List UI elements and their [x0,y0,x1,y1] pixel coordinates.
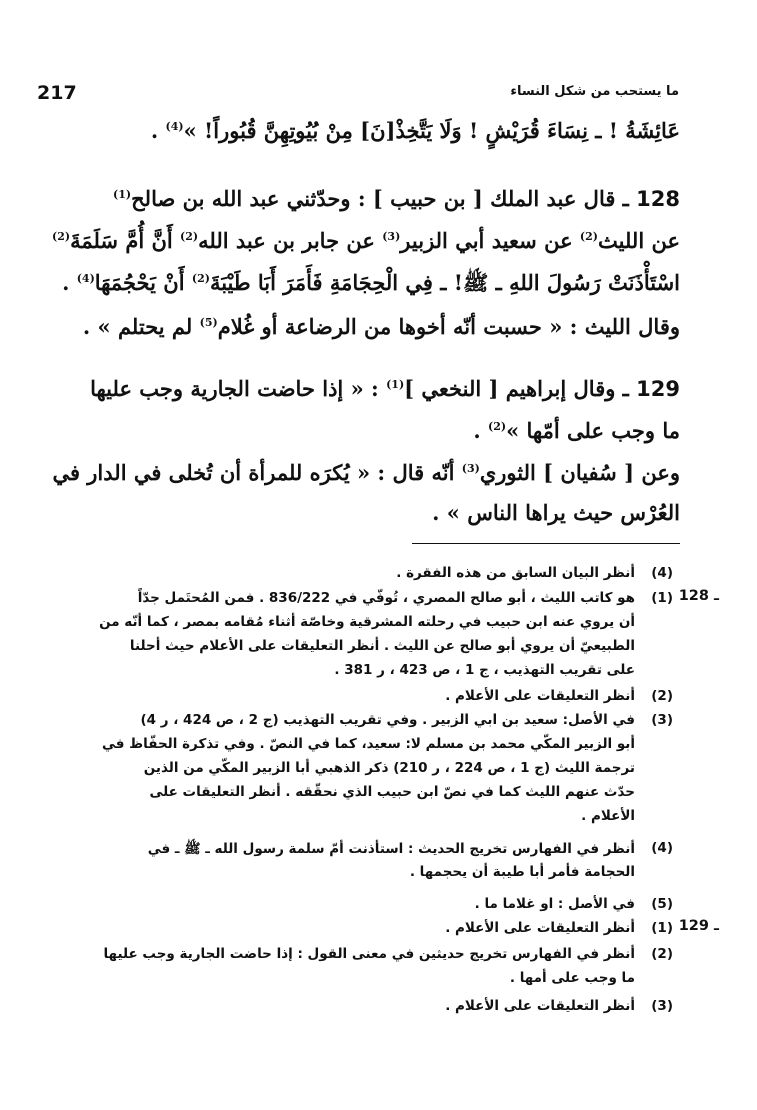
footnote-text: أبو الزبير المكّي محمد بن مسلم لا: سعيد، كما في النصّ . وفي تذكرة الحفّاظ في [101,736,635,752]
footnote-ref: (1) [113,188,132,201]
footnote-text: أنظر في الفهارس تخريج حديثين في معنى القول : إذا حاضت الجارية وجب عليها [103,946,635,962]
footnote-label: (1) [651,920,673,936]
footnote-text: ما وجب على أمها . [509,970,635,986]
paragraph-129-line-2: ما وجب على أمّها »$^{(2)}$ . [473,418,680,443]
footnote-label: (4) [651,565,673,581]
footnote-group-129: 129 ـ [678,918,719,934]
footnote-label: (4) [651,840,673,856]
paragraph-number: 128 [636,187,680,211]
footnote-label: (1) [651,590,673,606]
footnote-text: أنظر التعليقات على الأعلام . [445,920,635,936]
footnote-label: (2) [651,946,673,962]
paragraph-number: 129 [636,377,680,401]
footnote-text: الأعلام . [581,808,635,824]
paragraph-128-line-3: اسْتَأْذَنَتْ رَسُولَ اللهِ ـ ﷺ! ـ فِي الْحِجَامَةِ فَأَمَرَ أَبَا طَيْبَةَ$^{(2)}$ أَنْ يَحْجُمَهَا$^{(4)}$ . [62,270,680,295]
paragraph-128-line-1: 128 ـ قال عبد الملك [ بن حبيب ] : وحدّثني عبد الله بن صالح$^{(1)}$ [113,186,680,211]
footnote-label: (3) [651,998,673,1014]
footnote-text: أنظر التعليقات على الأعلام . [445,998,635,1014]
paragraph-129-line-4: العُرْس حيث يراها الناس » . [432,500,680,525]
footnote-text: حدّث عنهم الليث كما في نصّ ابن حبيب الذي نحقّقه . أنظر التعليقات على [149,784,635,800]
paragraph-129-line-3: وعن [ سُفيان ] الثوري$^{(3)}$ أنّه قال : « يُكرَه للمرأة أن تُخلى في الدار في [52,460,680,485]
footnote-ref: (4) [165,120,184,133]
page-number: 217 [37,82,77,104]
footnote-text: على تقريب التهذيب ، ج 1 ، ص 423 ، ر 381 . [334,662,635,678]
footnote-text: ترجمة الليث (ج 1 ، ص 224 ، ر 210) ذكر الذهبي أبا الزبير المكّي من الذين [143,760,635,776]
paragraph-128-line-4: وقال الليث : « حسبت أنّه أخوها من الرضاعة أو غُلام$^{(5)}$ لم يحتلم » . [82,314,680,339]
footnote-text: في الأصل: سعيد بن ابي الزبير . وفي تقريب التهذيب (ج 2 ، ص 424 ، ر 4) [140,712,635,728]
running-header: ما يستحب من شكل النساء [510,84,679,99]
paragraph-129-line-1: 129 ـ وقال إبراهيم [ النخعي ]$^{(1)}$ : « إذا حاضت الجارية وجب عليها [90,376,680,401]
footnote-label: (3) [651,712,673,728]
footnote-text: في الأصل : او غلاما ما . [474,896,635,912]
footnote-text: أنظر البيان السابق من هذه الفقرة . [396,565,635,581]
body-line-1: عَائِشَةُ ! ـ نِسَاءَ قُرَيْشٍ ! وَلَا يَتَّخِذْ[نَ] مِنْ بُيُوتِهِنَّ قُبُوراً! »$^{(4)}$ . [150,118,680,143]
footnote-text: أنظر التعليقات على الأعلام . [445,688,635,704]
paragraph-128-line-2: عن الليث$^{(2)}$ عن سعيد أبي الزبير$^{(3)}$ عن جابر بن عبد الله$^{(2)}$ أَنَّ أُمَّ سَلَمَةَ$^{(2)}$ [51,228,680,253]
footnote-text: الحجامة فأمر أبا طيبة أن يحجمها . [409,864,635,880]
footnote-separator [412,543,680,544]
footnote-text: هو كاتب الليث ، أبو صالح المصري ، تُوفّي في 836/222 . فمن المُحتَمل جدّاً [137,590,635,606]
footnote-label: (5) [651,896,673,912]
footnote-text: الطبيعيّ أن يروي أبو صالح عن الليث . أنظر التعليقات على الأعلام حيث أحلنا [129,638,635,654]
footnote-label: (2) [651,688,673,704]
footnote-text: أنظر في الفهارس تخريج الحديث : استأذنت أمّ سلمة رسول الله ـ ﷺ ـ في [147,841,635,857]
footnote-group-128: 128 ـ [678,588,719,604]
footnote-text: أن يروي عنه ابن حبيب في رحلته المشرقية وخاصّة أثناء مُقامه بمصر ، كما أنّه من [99,614,635,630]
